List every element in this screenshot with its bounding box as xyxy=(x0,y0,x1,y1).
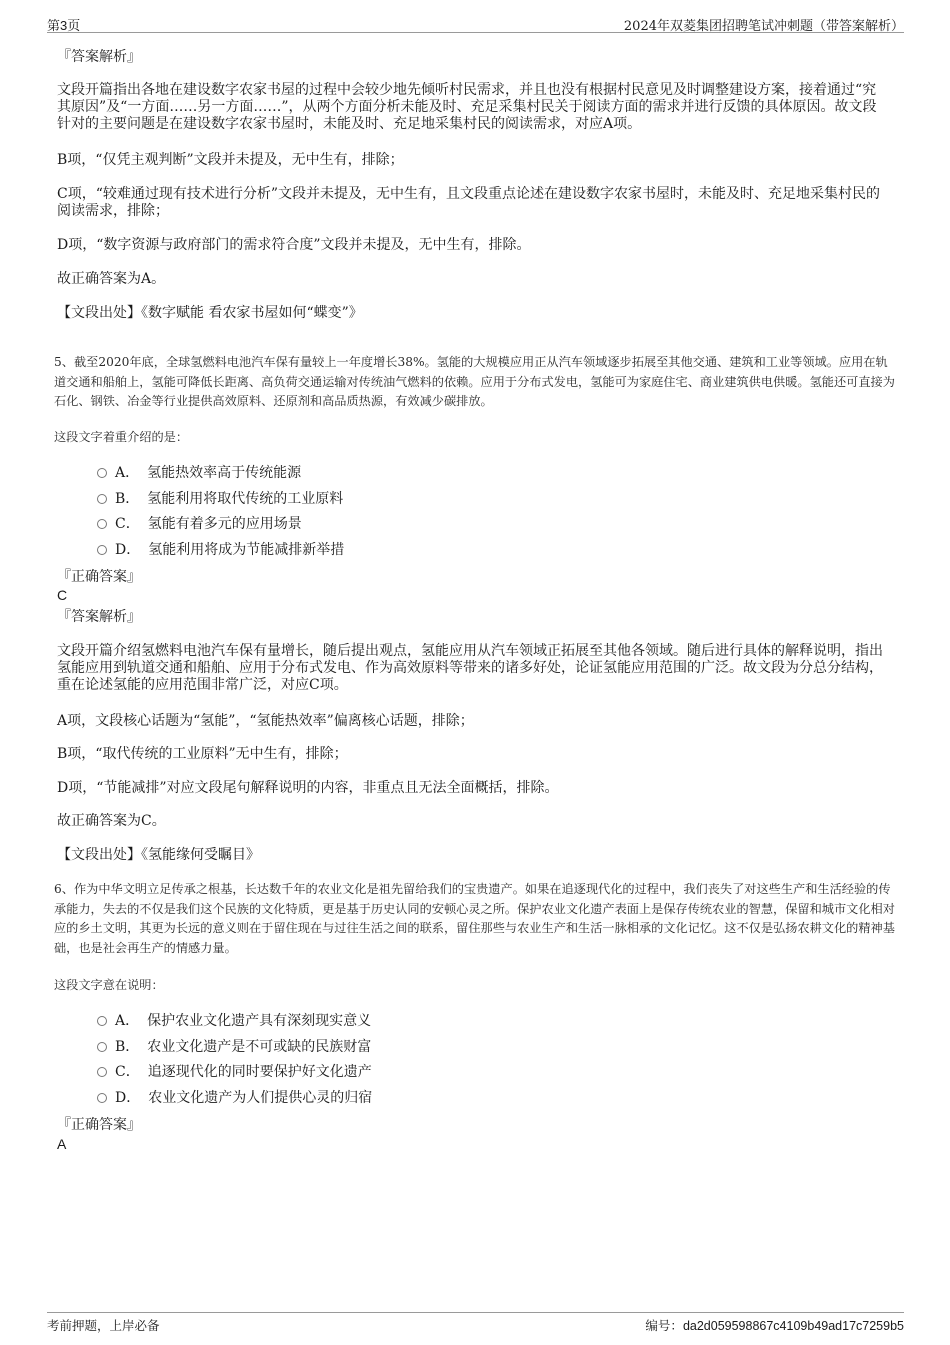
question-6-stem: 6、作为中华文明立足传承之根基，长达数千年的农业文化是祖先留给我们的宝贵遗产。如果在追逐现代化的过程中，我们丧失了对这些生产和生活经验的传承能力，失去的不仅是我们这个民族的文化特质，更是基于历史认同的安顿心灵之所。保护农业文化遗产表面上是保存传统农业的智慧，保留和城市文化相对应的乡土文明，其更为长远的意义则在于留住现在与过往生活之间的联系，留住那些与农业生产和生活一脉相承的文化记忆。这不仅是弘扬农耕文化的精神基础，也是社会再生产的情感力量。 xyxy=(54,882,895,956)
radio-icon[interactable] xyxy=(97,1093,107,1103)
correct-answer-label: 『正确答案』 xyxy=(57,1117,141,1133)
question-6-option-b[interactable]: B． 农业文化遗产是不可或缺的民族财富 xyxy=(97,1038,371,1056)
question-5-option-d[interactable]: D． 氢能利用将成为节能减排新举措 xyxy=(97,541,344,559)
analysis-option-a: A项，文段核心话题为“氢能”，“氢能热效率”偏离核心话题，排除； xyxy=(57,713,474,729)
radio-icon[interactable] xyxy=(97,545,107,555)
answer-conclusion: 故正确答案为C。 xyxy=(57,813,166,829)
analysis-option-c: C项，“较难通过现有技术进行分析”文段并未提及，无中生有，且文段重点论述在建设数字农家书屋时，未能及时、充足地采集村民的阅读需求，排除； xyxy=(57,186,881,219)
analysis-option-b: B项，“取代传统的工业原料”无中生有，排除； xyxy=(57,746,348,762)
analysis-option-b: B项，“仅凭主观判断”文段并未提及，无中生有，排除； xyxy=(57,152,404,168)
question-5-option-c[interactable]: C． 氢能有着多元的应用场景 xyxy=(97,515,302,533)
question-5-prompt: 这段文字着重介绍的是： xyxy=(54,430,189,444)
question-6-prompt: 这段文字意在说明： xyxy=(54,978,164,992)
correct-answer: A xyxy=(57,1136,67,1152)
question-6-option-a[interactable]: A． 保护农业文化遗产具有深刻现实意义 xyxy=(97,1012,371,1030)
radio-icon[interactable] xyxy=(97,468,107,478)
correct-answer: C xyxy=(57,587,68,603)
analysis-option-d: D项，“数字资源与政府部门的需求符合度”文段并未提及，无中生有，排除。 xyxy=(57,237,531,253)
document-code: 编号：da2d059598867c4109b49ad17c7259b5 xyxy=(645,1318,904,1333)
radio-icon[interactable] xyxy=(97,494,107,504)
page-number: 第3页 xyxy=(47,18,81,33)
radio-icon[interactable] xyxy=(97,1067,107,1077)
radio-icon[interactable] xyxy=(97,1016,107,1026)
page-header xyxy=(47,14,904,33)
analysis-text: 文段开篇指出各地在建设数字农家书屋的过程中会较少地先倾听村民需求，并且也没有根据村民意见及时调整建设方案，接着通过“究其原因”及“一方面……另一方面……”，从两个方面分析未能及时、充足采集村民关于阅读方面的需求并进行反馈的具体原因。故文段针对的主要问题是在建设数字农家书屋时，未能及时、充足地采集村民的阅读需求，对应A项。 xyxy=(57,82,877,132)
answer-conclusion: 故正确答案为A。 xyxy=(57,271,166,287)
question-5-stem: 5、截至2020年底，全球氢燃料电池汽车保有量较上一年度增长38%。氢能的大规模应用正从汽车领域逐步拓展至其他交通、建筑和工业等领域。应用在轨道交通和船舶上，氢能可降低长距离、高负荷交通运输对传统油气燃料的依赖。应用于分布式发电，氢能可为家庭住宅、商业建筑供电供暖。氢能还可直接为石化、钢铁、冶金等行业提供高效原料、还原剂和高品质热源，有效减少碳排放。 xyxy=(54,355,895,409)
radio-icon[interactable] xyxy=(97,519,107,529)
analysis-label: 『答案解析』 xyxy=(57,609,141,625)
passage-source: 【文段出处】《氢能缘何受瞩目》 xyxy=(57,847,260,863)
page-footer xyxy=(47,1312,904,1333)
document-title: 2024年双菱集团招聘笔试冲刺题（带答案解析） xyxy=(623,19,904,34)
question-5-option-b[interactable]: B． 氢能利用将取代传统的工业原料 xyxy=(97,490,343,508)
question-6-option-c[interactable]: C． 追逐现代化的同时要保护好文化遗产 xyxy=(97,1063,372,1081)
passage-source: 【文段出处】《数字赋能 看农家书屋如何“蝶变”》 xyxy=(57,305,363,321)
question-5-option-a[interactable]: A． 氢能热效率高于传统能源 xyxy=(97,464,301,482)
question-6-option-d[interactable]: D． 农业文化遗产为人们提供心灵的归宿 xyxy=(97,1089,372,1107)
analysis-text: 文段开篇介绍氢燃料电池汽车保有量增长，随后提出观点，氢能应用从汽车领域正拓展至其他各领域。随后进行具体的解释说明，指出氢能应用到轨道交通和船舶、应用于分布式发电、作为高效原料等带来的诸多好处，论证氢能应用范围的广泛。故文段为分总分结构，重在论述氢能的应用范围非常广泛，对应C项。 xyxy=(57,643,883,693)
analysis-label: 『答案解析』 xyxy=(57,49,141,65)
radio-icon[interactable] xyxy=(97,1042,107,1052)
footer-slogan: 考前押题，上岸必备 xyxy=(47,1318,160,1333)
correct-answer-label: 『正确答案』 xyxy=(57,569,141,585)
analysis-option-d: D项，“节能减排”对应文段尾句解释说明的内容，非重点且无法全面概括，排除。 xyxy=(57,780,559,796)
